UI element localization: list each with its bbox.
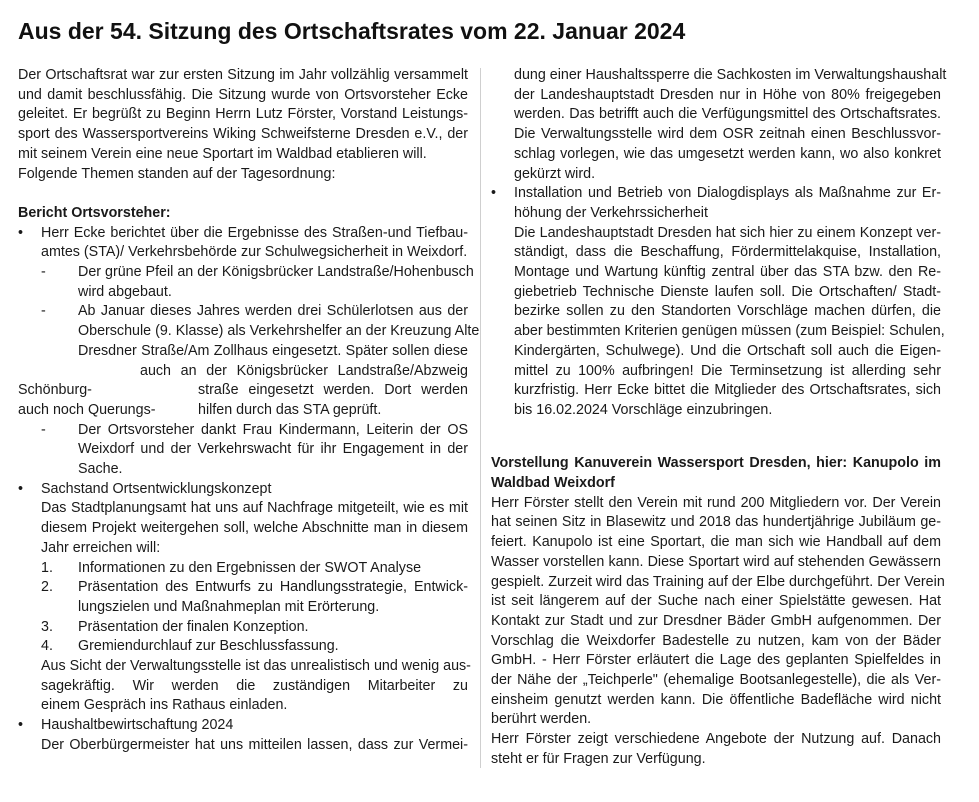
text-line: Vorschlag die Weixdorfer Badestelle zu nutzen, kam von der Bäder	[491, 632, 941, 649]
text-line: gekürzt wird.	[514, 165, 596, 182]
heading-line: Waldbad Weixdorf	[491, 475, 615, 492]
numbered-item	[18, 578, 468, 617]
text-line: sagekräftig. Wir werden die zuständigen Mitarbeiter zu	[41, 677, 468, 694]
text-line: kurzfristig. Herr Ecke bittet die Mitglieder des Ortschaftsrates, sich	[514, 382, 941, 399]
spacer	[18, 184, 468, 204]
bullet-body	[18, 657, 471, 716]
text-fragment: auch an der Königsbrücker Landstraße/Abzweig	[140, 362, 468, 379]
text-line: Die Landeshauptstadt Dresden hat sich hier zu einem Konzept ver-	[514, 224, 941, 241]
text-line: - Der grüne Pfeil an der Königsbrücker Landstraße/Hohenbusch	[78, 264, 474, 281]
text-line	[18, 381, 468, 401]
text-line: Die Verwaltungsstelle wird dem OSR zeitnah einen Beschlussvor-	[514, 126, 941, 143]
text-line: der Nähe der „Teichperle" (ehemalige Bootsanlegestelle), die als Ver-	[491, 672, 941, 689]
text-fragment: auch noch Querungs-	[18, 401, 156, 418]
text-line: lungszielen und Maßnahmeplan mit Erörterung.	[78, 598, 380, 615]
text-line: ist seit längerem auf der Suche nach einer Spielstätte gewesen. Hat	[491, 593, 941, 610]
item-number: 2.	[41, 579, 53, 596]
column-divider	[480, 68, 481, 768]
text-line: giebetrieb Technische Dienste laufen soll. Die Ortschaften/ Stadt-	[514, 283, 941, 300]
text-line: steht er für Fragen zur Verfügung.	[491, 750, 706, 767]
dash-item	[18, 263, 474, 302]
text-fragment: straße eingesetzt werden. Dort werden	[198, 382, 468, 399]
text-line: dung einer Haushaltssperre die Sachkosten im Verwaltungshaushalt	[514, 67, 947, 83]
text-line: Montage und Wartung künftig zentral über das STA bzw. den Re-	[514, 264, 941, 281]
text-line: - Ab Januar dieses Jahres werden drei Schülerlotsen aus der	[78, 303, 468, 320]
text-line: • Herr Ecke berichtet über die Ergebnisse des Straßen-und Tiefbau-	[41, 224, 468, 241]
text-line: und damit beschlussfähig. Die Sitzung wurde von Ortsvorsteher Ecke	[18, 86, 468, 103]
bullet-item	[18, 224, 468, 263]
text-line: bis 16.02.2024 Vorschläge einzubringen.	[514, 401, 773, 418]
heading-line: Vorstellung Kanuverein Wassersport Dresden, hier: Kanupolo im	[491, 455, 941, 472]
spacer	[491, 440, 941, 454]
left-column	[18, 66, 480, 756]
text-line	[18, 401, 468, 421]
text-line: gespielt. Zurzeit wird das Training auf der Elbe durchgeführt. Der Verein	[491, 573, 945, 590]
text-line: Kontakt zur Stadt und zur Dresdner Bäder GmbH aufgenommen. Der	[491, 612, 941, 629]
text-line: amtes (STA)/ Verkehrsbehörde zur Schulwegsicherheit in Weixdorf.	[41, 244, 468, 261]
bullet-body	[18, 499, 468, 558]
text-line: Oberschule (9. Klasse) als Verkehrshelfer an der Kreuzung Alte	[78, 323, 480, 340]
text-line: mit seinem Verein eine neue Sportart im Waldbad etablieren will.	[18, 145, 427, 162]
text-line: Herr Förster stellt den Verein mit rund 200 Mitgliedern vor. Der Verein	[491, 494, 941, 511]
text-line: wird abgebaut.	[78, 283, 172, 300]
text-line: GmbH. - Herr Förster erläutert die Lage des geplanten Spielfeldes in	[491, 652, 941, 669]
text-line: einsheim genutzt werden kann. Die öffentliche Badefläche wird nicht	[491, 691, 941, 708]
text-line: mittel zu 100% aufbringen! Die Terminsetzung ist allerding sehr	[514, 362, 941, 379]
text-line: Das Stadtplanungsamt hat uns auf Nachfrage mitgeteilt, wie es mit	[41, 500, 468, 517]
text-line: Weixdorf und der Verkehrswacht für ihr Engagement in der	[78, 441, 468, 458]
text-line: sport des Wassersportvereins Wiking Schweifsterne Dresden e.V., der	[18, 126, 468, 143]
text-line: einem Gespräch ins Rathaus einladen.	[41, 697, 288, 714]
item-number: 1.	[41, 559, 53, 576]
text-line: Präsentation des Entwurfs zu Handlungsstrategie, Entwick-	[78, 579, 468, 596]
bullet-body-continued	[491, 66, 947, 184]
text-line: Dresdner Straße/Am Zollhaus eingesetzt. Später sollen diese	[78, 342, 468, 359]
text-line: werden. Das betrifft auch die Verfügungsmittel des Ortschaftsrates.	[514, 106, 941, 123]
bullet-item	[491, 184, 945, 420]
text-line: höhung der Verkehrssicherheit	[514, 204, 708, 221]
text-line: Herr Förster zeigt verschiedene Angebote der Nutzung auf. Danach	[491, 731, 941, 748]
text-line: - Der Ortsvorsteher dankt Frau Kindermann, Leiterin der OS	[78, 421, 468, 438]
right-column	[491, 66, 947, 770]
text-line	[18, 362, 468, 382]
text-line: feiert. Kanupolo ist eine Sportart, die man sich wie Handball auf dem	[491, 534, 941, 551]
text-line: Aus Sicht der Verwaltungsstelle ist das unrealistisch und wenig aus-	[41, 658, 471, 675]
item-number: 4.	[41, 638, 53, 655]
text-line: Kindergärten, Schulwege). Und die Ortschaft soll auch die Eigen-	[514, 342, 941, 359]
text-line: Der Ortschaftsrat war zur ersten Sitzung im Jahr vollzählig versammelt	[18, 67, 468, 83]
intro-paragraph	[18, 66, 468, 184]
text-line: berührt werden.	[491, 711, 592, 728]
text-line: Der Oberbürgermeister hat uns mitteilen lassen, dass zur Vermei-	[41, 736, 468, 753]
text-line: hat seinen Sitz in Blasewitz und 2018 das hundertjährige Jubiläum ge-	[491, 514, 941, 531]
section-heading: Bericht Ortsvorsteher:	[18, 204, 171, 221]
text-line: Wasser vorstellen kann. Diese Sportart wird auf stehenden Gewässern	[491, 553, 941, 570]
text-line: aber bestimmten Kriterien genügen müssen (zum Beispiel: Schulen,	[514, 323, 945, 340]
bullet-item: • Sachstand Ortsentwicklungskonzept	[18, 480, 468, 500]
page-title: Aus der 54. Sitzung des Ortschaftsrates vom 22. Januar 2024	[18, 18, 686, 44]
text-line: diesem Projekt weitergehen soll, welche Abschnitte man in diesem	[41, 520, 468, 537]
text-line: bezirke sollen zu den Standorten Vorschläge machen dürfen, die	[514, 303, 941, 320]
text-line: ständigt, dass die Beschaffung, Fördermittelakquise, Installation,	[514, 244, 941, 261]
text-line: Jahr erreichen will:	[41, 539, 161, 556]
text-line: der Landeshauptstadt Dresden nur in Höhe von 80% freigegeben	[514, 86, 941, 103]
text-line: • Installation und Betrieb von Dialogdisplays als Maßnahme zur Er-	[514, 185, 941, 202]
text-line: Gremiendurchlauf zur Beschlussfassung.	[78, 638, 339, 655]
text-line: geleitet. Er begrüßt zu Beginn Herrn Lutz Förster, Vorstand Leistungs-	[18, 106, 468, 123]
bullet-body	[18, 736, 468, 756]
numbered-item	[18, 637, 468, 657]
item-number: 3.	[41, 618, 53, 635]
dash-item	[18, 302, 480, 361]
text-line: Informationen zu den Ergebnissen der SWOT Analyse	[78, 559, 422, 576]
dash-item	[18, 421, 468, 480]
bullet-item: • Haushaltbewirtschaftung 2024	[18, 716, 468, 736]
text-line: Folgende Themen standen auf der Tagesordnung:	[18, 165, 336, 182]
text-fragment: hilfen durch das STA geprüft.	[198, 401, 382, 418]
section-heading	[491, 454, 941, 493]
text-line: Sache.	[78, 461, 123, 477]
spacer	[491, 421, 941, 441]
text-line: Präsentation der finalen Konzeption.	[78, 618, 309, 635]
text-line: schlag vorlegen, wie das umgesetzt werden kann, wo also konkret	[514, 145, 941, 162]
text-fragment: Schönburg-	[18, 382, 92, 399]
kanupolo-paragraph	[491, 494, 945, 770]
numbered-item	[18, 559, 468, 579]
numbered-item	[18, 618, 468, 638]
